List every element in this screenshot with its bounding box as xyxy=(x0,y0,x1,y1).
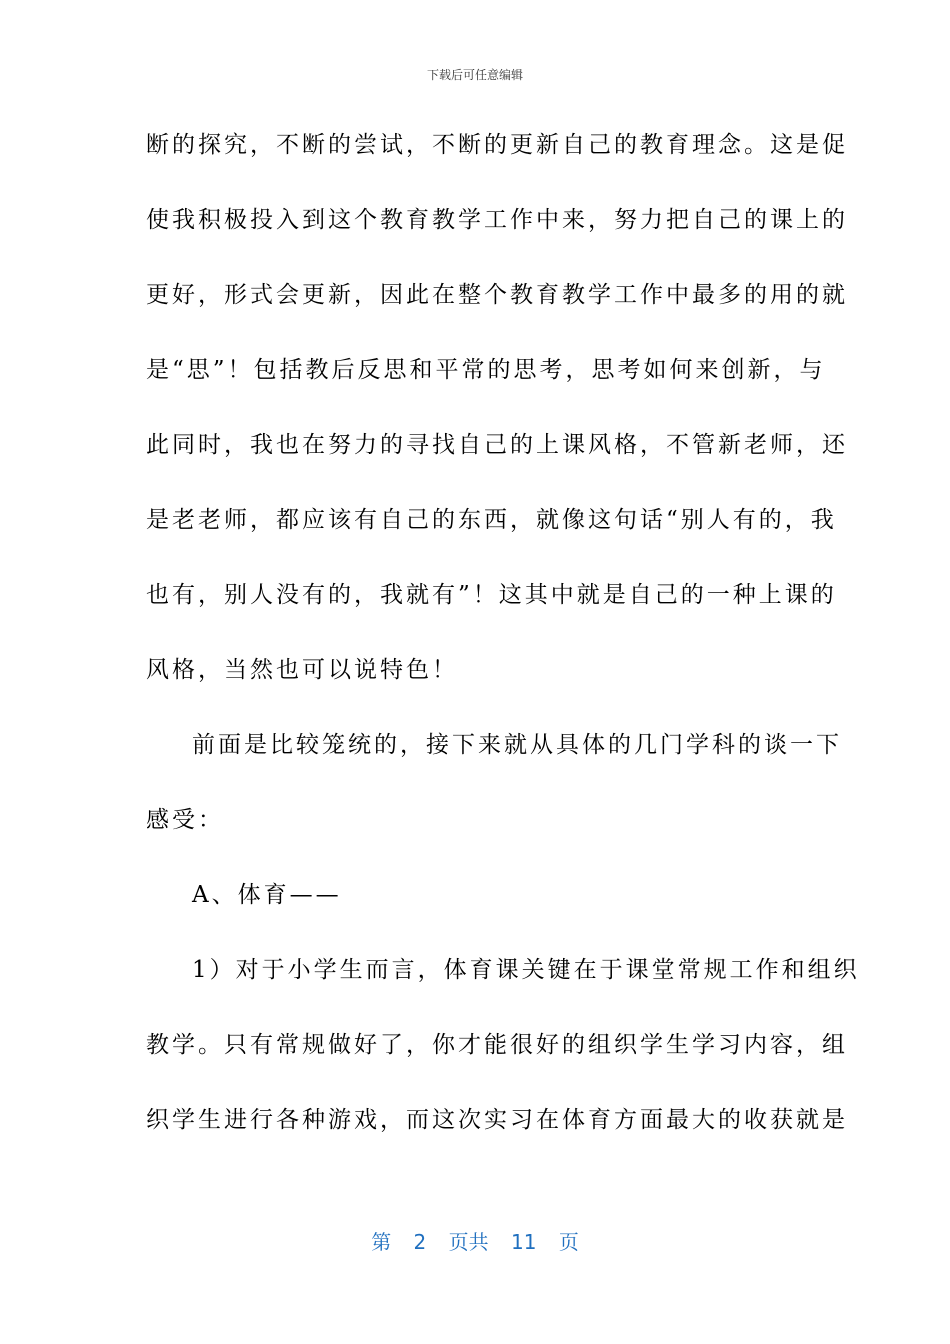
text-line: 是“思”！包括教后反思和平常的思考，思考如何来创新，与 xyxy=(146,357,826,383)
footer-current-page: 2 xyxy=(413,1230,427,1254)
text-line: 感受： xyxy=(146,807,224,833)
header-note: 下载后可任意编辑 xyxy=(426,68,523,82)
text-line: 织学生进行各种游戏，而这次实习在体育方面最大的收获就是 xyxy=(146,1107,848,1133)
text-line: 断的探究，不断的尝试，不断的更新自己的教育理念。这是促 xyxy=(146,132,848,158)
text-line: 更好，形式会更新，因此在整个教育教学工作中最多的用的就 xyxy=(146,282,848,308)
text-line: 使我积极投入到这个教育教学工作中来，努力把自己的课上的 xyxy=(146,207,848,233)
text-line: 是老老师，都应该有自己的东西，就像这句话“别人有的，我 xyxy=(146,507,837,533)
text-line: 教学。只有常规做好了，你才能很好的组织学生学习内容，组 xyxy=(146,1032,848,1058)
footer-prefix: 第 xyxy=(371,1230,392,1254)
footer-suffix: 页 xyxy=(558,1230,579,1254)
page-footer xyxy=(0,1226,950,1255)
text-line: 也有，别人没有的，我就有”！这其中就是自己的一种上课的 xyxy=(146,582,837,608)
paragraph-first-line: 1）对于小学生而言，体育课关键在于课堂常规工作和组织 xyxy=(192,957,860,983)
text-line: 此同时，我也在努力的寻找自己的上课风格，不管新老师，还 xyxy=(146,432,848,458)
footer-middle: 页共 xyxy=(448,1230,489,1254)
section-heading: A、体育—— xyxy=(192,882,342,908)
footer-total-pages: 11 xyxy=(511,1230,537,1254)
paragraph-first-line: 前面是比较笼统的，接下来就从具体的几门学科的谈一下 xyxy=(192,732,842,758)
text-line: 风格，当然也可以说特色！ xyxy=(146,657,458,683)
